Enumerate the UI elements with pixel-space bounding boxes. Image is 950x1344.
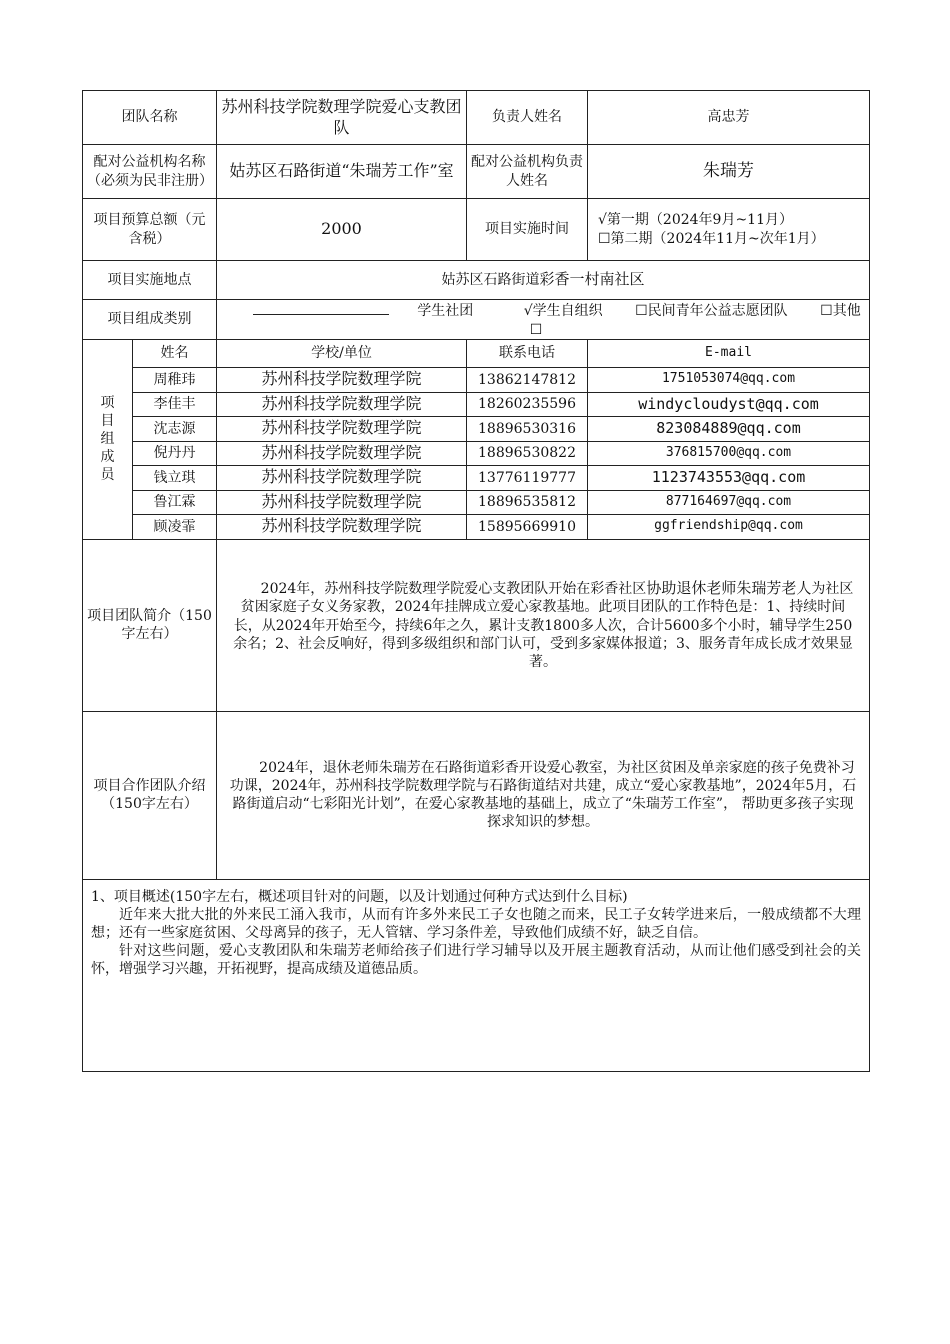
member-school: 苏州科技学院数理学院 (217, 392, 467, 417)
budget-value: 2000 (217, 199, 467, 261)
member-name: 倪丹丹 (133, 441, 217, 466)
member-phone: 18896530316 (467, 417, 588, 442)
partner-row (83, 145, 870, 199)
member-phone: 13862147812 (467, 368, 588, 393)
member-row (83, 368, 870, 393)
budget-label: 项目预算总额（元 含税） (83, 199, 217, 261)
member-school: 苏州科技学院数理学院 (217, 441, 467, 466)
overview-heading: 1、项目概述(150字左右，概述项目针对的问题，以及计划通过何种方式达到什么目标) (91, 888, 628, 905)
category-other: ☐其他☐ (529, 303, 861, 338)
category-options (217, 300, 870, 340)
team-leader-value: 高忠芳 (588, 91, 870, 145)
members-header-phone: 联系电话 (467, 340, 588, 368)
team-intro-text: 2024年，苏州科技学院数理学院爱心支教团队开始在彩香社区协助退休老师朱瑞芳老人为社区贫困家庭子女义务家教，2024年挂牌成立爱心家教基地。此项目团队的工作特色是：1、持续时间长，从2024年开始至今，持续6年之久，累计支教1800多人次，合计5600多个小时，辅导学生250余名；2、社会反响好，得到多级组织和部门认可，受到多家媒体报道；3、服务青年成长成才效果显著。 (217, 539, 870, 711)
partner-intro-row (83, 711, 870, 879)
overview-paragraph-1: 近年来大批大批的外来民工涌入我市，从而有许多外来民工子女也随之而来，民工子女转学进来后，一般成绩都不大理想；还有一些家庭贫困、父母离异的孩子，无人管辖、学习条件差，导致他们成绩不好，缺乏自信。 (91, 906, 861, 941)
member-name: 沈志源 (133, 417, 217, 442)
members-header-email: E-mail (588, 340, 870, 368)
member-school: 苏州科技学院数理学院 (217, 490, 467, 515)
members-header-row (83, 340, 870, 368)
member-email: 376815700@qq.com (588, 441, 870, 466)
member-email: 877164697@qq.com (588, 490, 870, 515)
member-school: 苏州科技学院数理学院 (217, 466, 467, 491)
member-school: 苏州科技学院数理学院 (217, 417, 467, 442)
partner-intro-text: 2024年，退休老师朱瑞芳在石路街道彩香开设爱心教室，为社区贫困及单亲家庭的孩子免费补习功课，2024年，苏州科技学院数理学院与石路街道结对共建，成立“爱心家教基地”，2024年5月，石路街道启动“七彩阳光计划”，在爱心家教基地的基础上，成立了“朱瑞芳工作室”， 帮助更多孩子实现探求知识的梦想。 (217, 711, 870, 879)
category-self-organized: √学生自组织 (523, 303, 603, 320)
member-row (83, 466, 870, 491)
location-label: 项目实施地点 (83, 261, 217, 300)
partner-intro-label: 项目合作团队介绍（150字左右） (83, 711, 217, 879)
application-form (82, 90, 870, 1072)
partner-org-label: 配对公益机构名称（必须为民非注册） (83, 145, 217, 199)
category-blank-line (253, 300, 389, 315)
members-header-name: 姓名 (133, 340, 217, 368)
member-email: 1123743553@qq.com (588, 466, 870, 491)
partner-leader-label: 配对公益机构负责人姓名 (467, 145, 588, 199)
overview-paragraph-2: 针对这些问题，爱心支教团队和朱瑞芳老师给孩子们进行学习辅导以及开展主题教育活动，从而让他们感受到社会的关怀，增强学习兴趣，开拓视野，提高成绩及道德品质。 (91, 943, 861, 978)
partner-org-value: 姑苏区石路街道“朱瑞芳工作”室 (217, 145, 467, 199)
time-label: 项目实施时间 (467, 199, 588, 261)
overview-row (83, 879, 870, 1071)
member-name: 周稚玮 (133, 368, 217, 393)
member-phone: 18896530822 (467, 441, 588, 466)
period-2: ☐第二期（2024年11月~次年1月） (598, 230, 825, 247)
team-row (83, 91, 870, 145)
location-row (83, 261, 870, 300)
member-name: 李佳丰 (133, 392, 217, 417)
overview-section (83, 879, 870, 1071)
team-name-value: 苏州科技学院数理学院爱心支教团队 (217, 91, 467, 145)
period-1: √第一期（2024年9月~11月） (598, 212, 794, 229)
member-name: 鲁江霖 (133, 490, 217, 515)
member-phone: 13776119777 (467, 466, 588, 491)
time-value (588, 199, 870, 261)
member-phone: 15895669910 (467, 515, 588, 540)
member-row (83, 392, 870, 417)
team-leader-label: 负责人姓名 (467, 91, 588, 145)
member-row (83, 490, 870, 515)
member-row (83, 417, 870, 442)
location-prefix: 姑苏区石路街道 (441, 272, 540, 289)
budget-row (83, 199, 870, 261)
category-row (83, 300, 870, 340)
location-value (217, 261, 870, 300)
member-school: 苏州科技学院数理学院 (217, 515, 467, 540)
member-name: 顾凌霏 (133, 515, 217, 540)
team-intro-row (83, 539, 870, 711)
category-student-club: 学生社团 (417, 303, 474, 320)
member-email: windycloudyst@qq.com (588, 392, 870, 417)
team-intro-label: 项目团队简介（150字左右） (83, 539, 217, 711)
partner-leader-value: 朱瑞芳 (588, 145, 870, 199)
member-school: 苏州科技学院数理学院 (217, 368, 467, 393)
member-phone: 18896535812 (467, 490, 588, 515)
location-community: 彩香一村南社区 (539, 270, 645, 289)
members-label: 项目组成员 (83, 340, 133, 540)
member-email: ggfriendship@qq.com (588, 515, 870, 540)
member-name: 钱立琪 (133, 466, 217, 491)
team-name-label: 团队名称 (83, 91, 217, 145)
member-row (83, 441, 870, 466)
member-phone: 18260235596 (467, 392, 588, 417)
category-label: 项目组成类别 (83, 300, 217, 340)
members-header-school: 学校/单位 (217, 340, 467, 368)
member-email: 1751053074@qq.com (588, 368, 870, 393)
team-intro-highlight: 协助退休老师朱瑞芳老人 (646, 578, 812, 597)
category-ngo-volunteer: ☐民间青年公益志愿团队 (635, 303, 788, 320)
member-email: 823084889@qq.com (588, 417, 870, 442)
member-row (83, 515, 870, 540)
